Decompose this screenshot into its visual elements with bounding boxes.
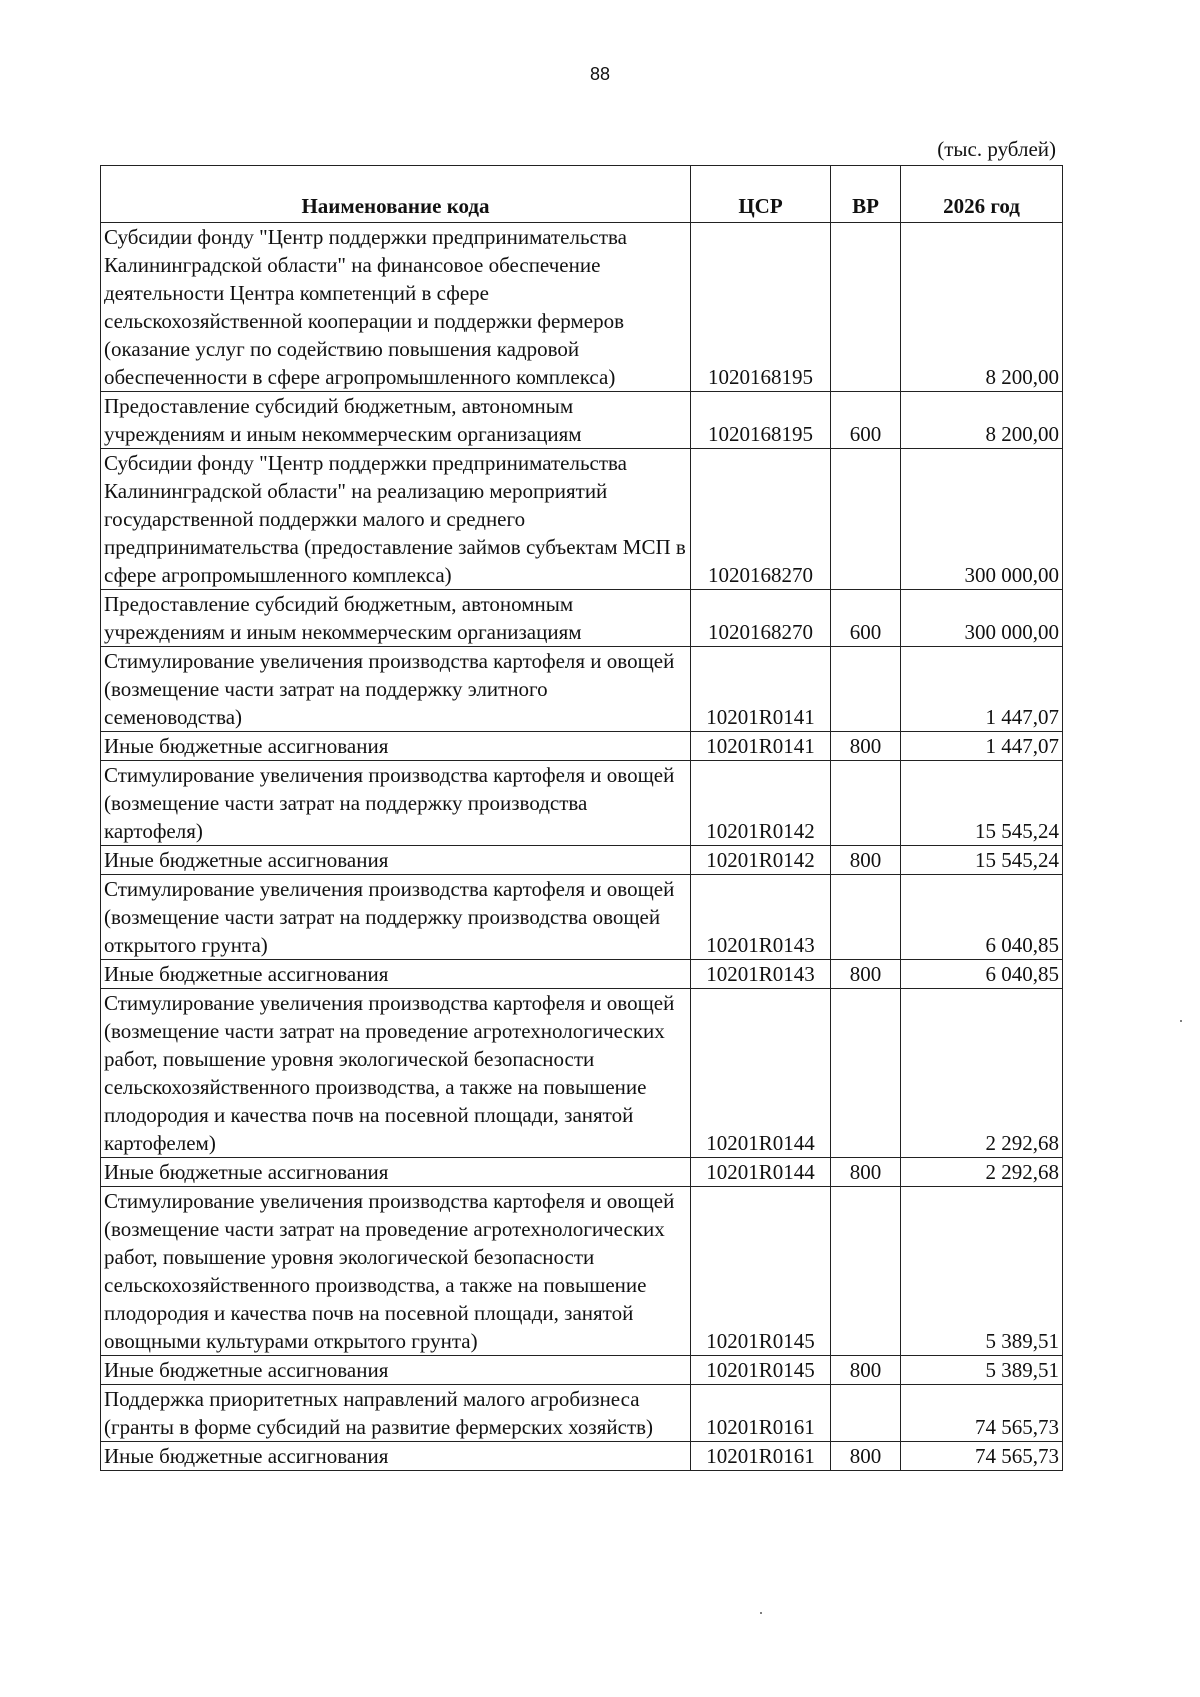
vr-cell: 600 [831, 392, 901, 449]
csr-cell: 1020168195 [691, 392, 831, 449]
csr-cell: 10201R0142 [691, 761, 831, 846]
scan-dot [1180, 1020, 1182, 1022]
units-label: (тыс. рублей) [937, 137, 1056, 161]
vr-cell: 800 [831, 846, 901, 875]
table-row [101, 846, 1063, 875]
vr-cell: 800 [831, 1158, 901, 1187]
amount-cell: 300 000,00 [901, 449, 1063, 590]
csr-cell: 10201R0145 [691, 1187, 831, 1356]
table-row [101, 1158, 1063, 1187]
amount-cell: 6 040,85 [901, 960, 1063, 989]
table-row [101, 590, 1063, 647]
amount-cell: 15 545,24 [901, 761, 1063, 846]
vr-cell [831, 1187, 901, 1356]
csr-cell: 1020168270 [691, 590, 831, 647]
name-cell: Поддержка приоритетных направлений малого агробизнеса (гранты в форме субсидий на развитие фермерских хозяйств) [101, 1385, 691, 1442]
name-cell: Иные бюджетные ассигнования [101, 732, 691, 761]
name-cell: Стимулирование увеличения производства картофеля и овощей (возмещение части затрат на проведение агротехнологических работ, повышение уровня экологической безопасности сельскохозяйственного производства, а также на повышение плодородия и качества почв на посевной площади, занятой картофелем) [101, 989, 691, 1158]
name-cell: Стимулирование увеличения производства картофеля и овощей (возмещение части затрат на поддержку производства картофеля) [101, 761, 691, 846]
name-cell: Стимулирование увеличения производства картофеля и овощей (возмещение части затрат на поддержку производства овощей открытого грунта) [101, 875, 691, 960]
vr-cell: 600 [831, 590, 901, 647]
name-cell: Стимулирование увеличения производства картофеля и овощей (возмещение части затрат на поддержку элитного семеноводства) [101, 647, 691, 732]
name-cell: Субсидии фонду "Центр поддержки предпринимательства Калининградской области" на финансовое обеспечение деятельности Центра компетенций в сфере сельскохозяйственной кооперации и поддержки фермеров (оказание услуг по содействию повышения кадровой обеспеченности в сфере агропромышленного комплекса) [101, 223, 691, 392]
page-number: 88 [589, 64, 611, 84]
csr-cell: 10201R0144 [691, 1158, 831, 1187]
name-cell: Иные бюджетные ассигнования [101, 1356, 691, 1385]
vr-cell: 800 [831, 960, 901, 989]
table-row [101, 392, 1063, 449]
amount-cell: 6 040,85 [901, 875, 1063, 960]
csr-cell: 10201R0143 [691, 960, 831, 989]
name-cell: Предоставление субсидий бюджетным, автономным учреждениям и иным некоммерческим организациям [101, 392, 691, 449]
header-csr: ЦСР [691, 166, 831, 223]
name-cell: Стимулирование увеличения производства картофеля и овощей (возмещение части затрат на проведение агротехнологических работ, повышение уровня экологической безопасности сельскохозяйственного производства, а также на повышение плодородия и качества почв на посевной площади, занятой овощными культурами открытого грунта) [101, 1187, 691, 1356]
scan-dot [760, 1612, 762, 1614]
table-row [101, 761, 1063, 846]
vr-cell [831, 647, 901, 732]
csr-cell: 10201R0145 [691, 1356, 831, 1385]
csr-cell: 10201R0161 [691, 1442, 831, 1471]
name-cell: Иные бюджетные ассигнования [101, 1442, 691, 1471]
name-cell: Субсидии фонду "Центр поддержки предпринимательства Калининградской области" на реализацию мероприятий государственной поддержки малого и среднего предпринимательства (предоставление займов субъектам МСП в сфере агропромышленного комплекса) [101, 449, 691, 590]
amount-cell: 5 389,51 [901, 1187, 1063, 1356]
name-cell: Иные бюджетные ассигнования [101, 846, 691, 875]
vr-cell [831, 1385, 901, 1442]
amount-cell: 5 389,51 [901, 1356, 1063, 1385]
amount-cell: 74 565,73 [901, 1385, 1063, 1442]
csr-cell: 1020168195 [691, 223, 831, 392]
header-name: Наименование кода [101, 166, 691, 223]
header-year: 2026 год [901, 166, 1063, 223]
name-cell: Иные бюджетные ассигнования [101, 1158, 691, 1187]
table-row [101, 647, 1063, 732]
amount-cell: 74 565,73 [901, 1442, 1063, 1471]
amount-cell: 300 000,00 [901, 590, 1063, 647]
amount-cell: 8 200,00 [901, 392, 1063, 449]
table-row [101, 960, 1063, 989]
table-row [101, 1356, 1063, 1385]
budget-table [100, 165, 1063, 1471]
table-row [101, 989, 1063, 1158]
vr-cell [831, 761, 901, 846]
amount-cell: 1 447,07 [901, 732, 1063, 761]
table-row [101, 223, 1063, 392]
vr-cell: 800 [831, 1442, 901, 1471]
csr-cell: 10201R0141 [691, 732, 831, 761]
vr-cell [831, 223, 901, 392]
table-row [101, 1442, 1063, 1471]
table-header-row [101, 166, 1063, 223]
table-row [101, 1187, 1063, 1356]
table-row [101, 875, 1063, 960]
csr-cell: 10201R0141 [691, 647, 831, 732]
amount-cell: 2 292,68 [901, 989, 1063, 1158]
csr-cell: 10201R0144 [691, 989, 831, 1158]
amount-cell: 8 200,00 [901, 223, 1063, 392]
vr-cell [831, 449, 901, 590]
amount-cell: 15 545,24 [901, 846, 1063, 875]
name-cell: Иные бюджетные ассигнования [101, 960, 691, 989]
csr-cell: 10201R0143 [691, 875, 831, 960]
vr-cell [831, 989, 901, 1158]
table-row [101, 1385, 1063, 1442]
table-row [101, 732, 1063, 761]
vr-cell: 800 [831, 732, 901, 761]
vr-cell: 800 [831, 1356, 901, 1385]
csr-cell: 1020168270 [691, 449, 831, 590]
name-cell: Предоставление субсидий бюджетным, автономным учреждениям и иным некоммерческим организациям [101, 590, 691, 647]
table-row [101, 449, 1063, 590]
amount-cell: 1 447,07 [901, 647, 1063, 732]
csr-cell: 10201R0142 [691, 846, 831, 875]
csr-cell: 10201R0161 [691, 1385, 831, 1442]
amount-cell: 2 292,68 [901, 1158, 1063, 1187]
header-vr: ВР [831, 166, 901, 223]
vr-cell [831, 875, 901, 960]
